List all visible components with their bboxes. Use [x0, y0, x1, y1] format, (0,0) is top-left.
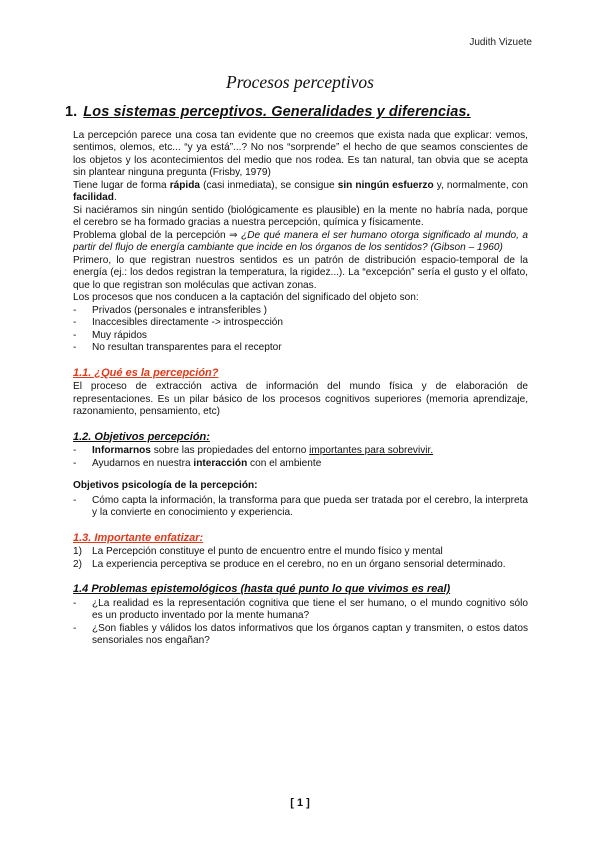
numbered-list [73, 546, 528, 571]
bullet-list [73, 495, 528, 520]
list-item: - ¿La realidad es la representación cognitiva que tiene el ser humano, o el mundo cognitivo sólo es un producto inventado por la mente humana? [73, 597, 528, 621]
section-1-3-heading: 1.3. Importante enfatizar: [73, 531, 204, 544]
list-item: 1) La Percepción constituye el punto de encuentro entre el mundo físico y mental [73, 546, 443, 557]
paragraph: Primero, lo que registran nuestros sentidos es un patrón de distribución espacio-temporal de la energía (ej.: los dedos registran la temperatura, la rigidez...). La “excepción” sería el gusto y el olfato, que lo que registran son moléculas que activan zonas. [73, 254, 528, 291]
bullet-list [73, 598, 528, 648]
section-1-2-heading: 1.2. Objetivos percepción: [73, 430, 210, 443]
section-1-1-heading: 1.1. ¿Qué es la percepción? [73, 366, 219, 379]
list-item: 2) La experiencia perceptiva se produce en el cerebro, no en un órgano sensorial determinado. [73, 558, 506, 570]
header-author: Judith Vizuete [469, 37, 532, 48]
list-item: - ¿Son fiables y válidos los datos informativos que los órganos captan y transmiten, o estos datos sensoriales nos engañan? [73, 622, 528, 646]
section-1-4-heading: 1.4 Problemas epistemológicos (hasta qué punto lo que vivimos es real) [73, 583, 451, 595]
list-item: - Inaccesibles directamente -> introspección [73, 317, 284, 328]
list-item: - Privados (personales e intransferibles ) [73, 304, 268, 316]
list-item: - No resultan transparentes para el receptor [73, 342, 282, 353]
list-item: - Cómo capta la información, la transforma para que pueda ser tratada por el cerebro, la interpreta y la convierte en conocimiento y experiencia. [73, 494, 528, 518]
paragraph: La percepción parece una cosa tan evidente que no creemos que exista nada que explicar: vemos, sentimos, olemos, etc... “y ya está”...? No nos “sorprende” el hecho de que seamos conscientes de los objetos y los acontecimientos del medio que nos rodea. Es tan natural, tan obvia que se acepta sin plantear ninguna pregunta (Frisby, 1979) [73, 129, 528, 178]
page-number: [ 1 ] [290, 797, 310, 809]
paragraph: Problema global de la percepción ⇒ ¿De qué manera el ser humano otorga significado al mundo, a partir del flujo de energía cambiante que incide en los órganos de los sentidos? (Gibson – 1960) [73, 229, 528, 253]
bullet-list [73, 305, 528, 355]
section-1-number: 1. [65, 104, 78, 120]
paragraph: Si naciéramos sin ningún sentido (biológicamente es plausible) en la mente no habría nada, porque el cerebro se ha formado gracias a nuestra percepción, química y físicamente. [73, 204, 528, 228]
list-item: - Ayudarnos en nuestra interacción con el ambiente [73, 457, 322, 469]
bullet-list [73, 445, 528, 470]
section-1-title: Los sistemas perceptivos. Generalidades y diferencias. [83, 104, 471, 120]
list-item: - Muy rápidos [73, 329, 147, 341]
paragraph: El proceso de extracción activa de información del mundo física y de elaboración de representaciones. Es un pilar básico de los procesos cognitivos superiores (memoria aprendizaje, razonamiento, pensamiento, etc) [73, 381, 528, 417]
list-item: - Informarnos sobre las propiedades del entorno importantes para sobrevivir. [73, 445, 434, 456]
document-title: Procesos perceptivos [226, 72, 374, 92]
paragraph: Los procesos que nos conducen a la captación del significado del objeto son: [73, 292, 419, 303]
document-body [65, 104, 528, 648]
psychology-objectives-heading: Objetivos psicología de la percepción: [73, 480, 258, 491]
section-1-heading [65, 106, 528, 119]
paragraph: Tiene lugar de forma rápida (casi inmediata), se consigue sin ningún esfuerzo y, normalmente, con facilidad. [73, 179, 528, 203]
